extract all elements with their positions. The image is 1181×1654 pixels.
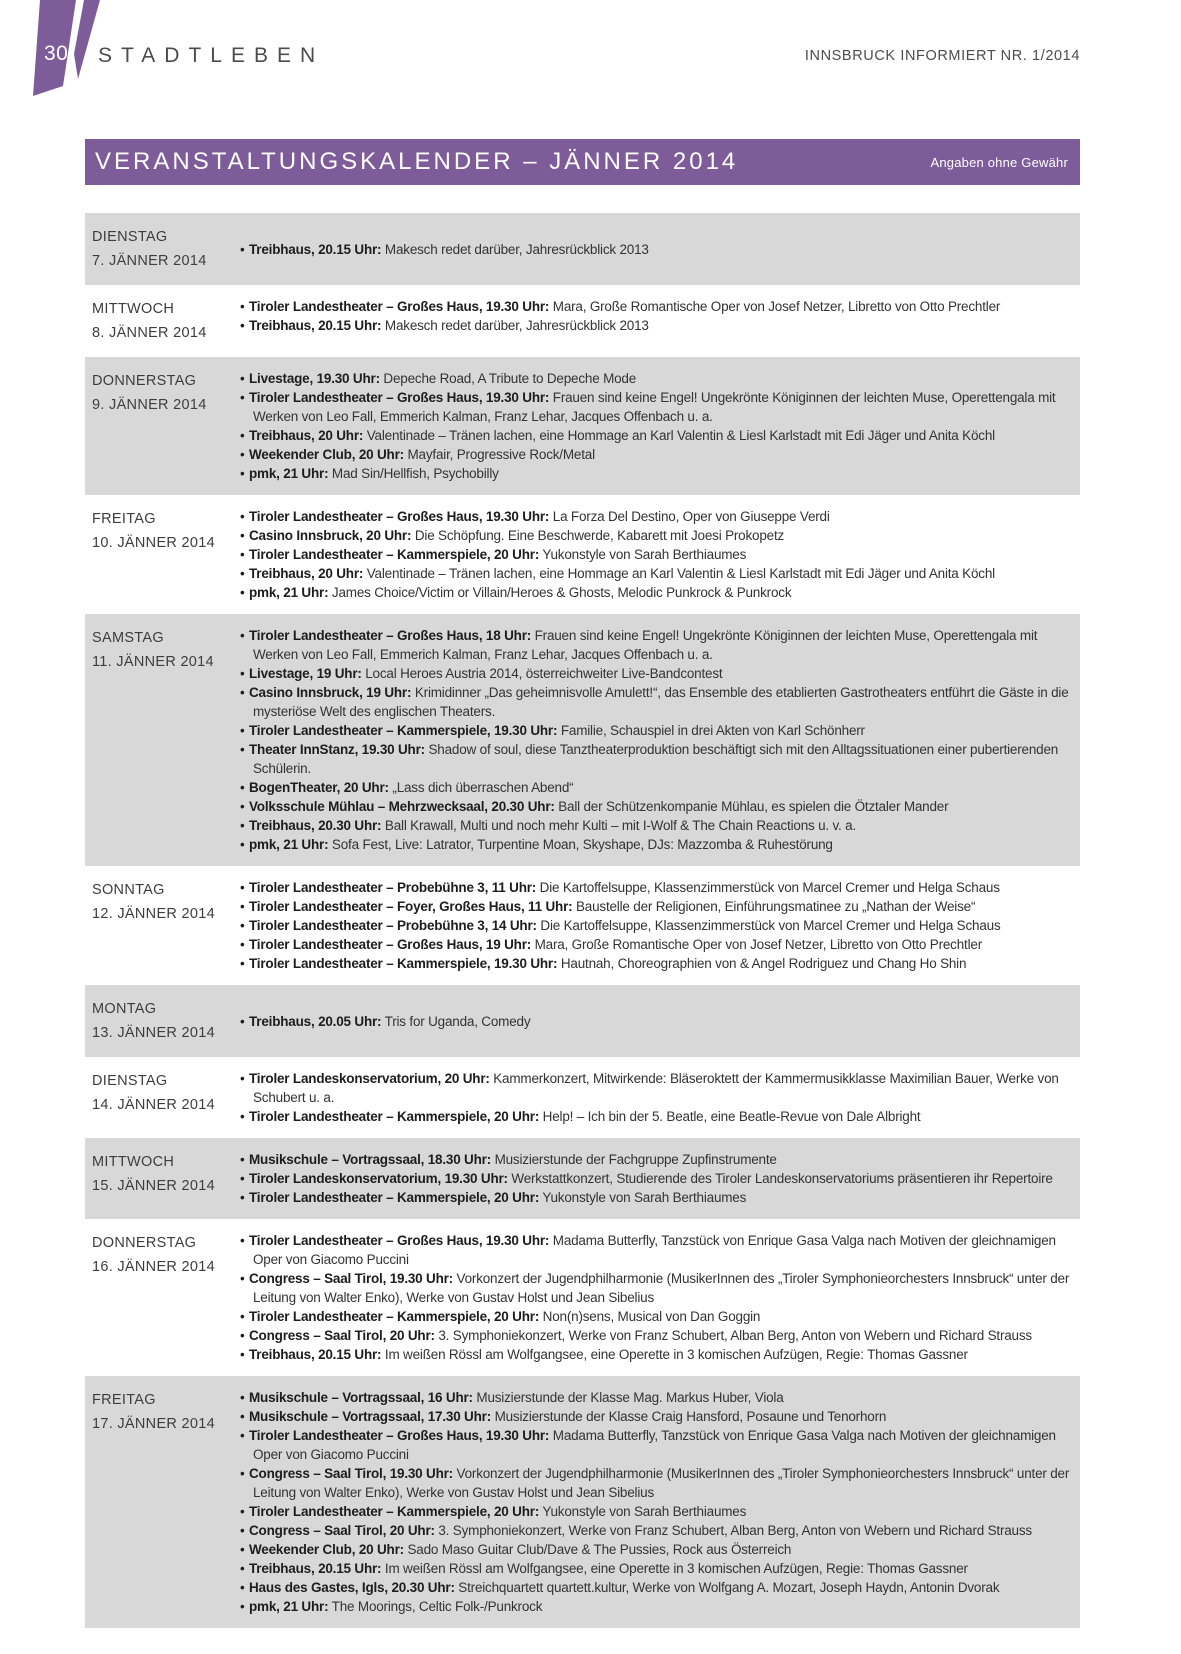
event-description: Die Kartoffelsuppe, Klassenzimmerstück von Marcel Cremer und Helga Schaus: [536, 918, 1001, 933]
event-venue-time: Tiroler Landestheater – Großes Haus, 19.30 Uhr:: [249, 509, 550, 524]
day-name: DONNERSTAG: [92, 1235, 197, 1251]
day-column: [85, 997, 240, 1045]
bullet-icon: •: [240, 799, 245, 814]
event-venue-time: Treibhaus, 20.15 Uhr:: [249, 241, 382, 257]
page-number: 30: [44, 42, 69, 65]
day-name: DIENSTAG: [92, 1073, 168, 1089]
event-venue-time: Tiroler Landestheater – Großes Haus, 19.30 Uhr:: [249, 390, 550, 405]
day-name: FREITAG: [92, 1392, 156, 1408]
bullet-icon: •: [240, 547, 245, 562]
bullet-icon: •: [240, 428, 245, 443]
event-description: Mara, Große Romantische Oper von Josef Netzer, Libretto von Otto Prechtler: [549, 299, 1001, 314]
event-item: [240, 1069, 1074, 1107]
event-item: [240, 683, 1074, 721]
event-list: [240, 507, 1080, 602]
day-column: [85, 1388, 240, 1436]
issue-label: INNSBRUCK INFORMIERT NR. 1/2014: [804, 48, 1080, 64]
event-description: Frauen sind keine Engel! Ungekrönte Königinnen der leichten Muse, Operettengala mit Werken von Leo Fall, Emmerich Kalman, Franz Lehar, Jacques Offenbach u. a.: [253, 390, 1056, 424]
event-item: [240, 1597, 1074, 1616]
event-venue-time: Tiroler Landestheater – Kammerspiele, 19.30 Uhr:: [249, 956, 558, 971]
event-description: Non(n)sens, Musical von Dan Goggin: [539, 1309, 761, 1324]
event-description: Local Heroes Austria 2014, österreichweiter Live-Bandcontest: [361, 666, 723, 681]
bullet-icon: •: [240, 318, 245, 333]
event-item: [240, 1407, 1074, 1426]
event-description: Ball Krawall, Multi und noch mehr Kulti – mit I-Wolf & The Chain Reactions u. v. a.: [381, 818, 857, 833]
bullet-icon: •: [240, 299, 245, 314]
event-item: [240, 916, 1074, 935]
day-name: SAMSTAG: [92, 630, 164, 646]
bullet-icon: •: [240, 1171, 245, 1186]
event-item: [240, 1307, 1074, 1326]
event-venue-time: Tiroler Landestheater – Kammerspiele, 20 Uhr:: [249, 1504, 540, 1519]
event-description: Madama Butterfly, Tanzstück von Enrique Gasa Valga nach Motiven der gleichnamigen Oper von Giacomo Puccini: [253, 1428, 1056, 1462]
event-description: 3. Symphoniekonzert, Werke von Franz Schubert, Alban Berg, Anton von Webern und Richard Strauss: [434, 1523, 1032, 1538]
day-date: 15. JÄNNER 2014: [92, 1178, 215, 1194]
event-venue-time: Weekender Club, 20 Uhr:: [249, 1542, 404, 1557]
event-venue-time: pmk, 21 Uhr:: [249, 837, 329, 852]
event-venue-time: Tiroler Landestheater – Kammerspiele, 20 Uhr:: [249, 1190, 540, 1205]
day-name: DIENSTAG: [92, 229, 168, 245]
event-description: Sofa Fest, Live: Latrator, Turpentine Moan, Skyshape, DJs: Mazzomba & Ruhestörung: [328, 837, 833, 852]
day-date: 17. JÄNNER 2014: [92, 1416, 215, 1432]
bullet-icon: •: [240, 1271, 245, 1286]
event-description: Vorkonzert der Jugendphilharmonie (MusikerInnen des „Tiroler Symphonieorchesters Innsbruck“ unter der Leitung von Walter Enko), Werke von Gustav Holst und Jean Sibelius: [253, 1271, 1070, 1305]
event-item: [240, 1464, 1074, 1502]
event-item: [240, 1012, 1074, 1031]
bullet-icon: •: [240, 628, 245, 643]
event-item: [240, 1540, 1074, 1559]
event-description: Help! – Ich bin der 5. Beatle, eine Beatle-Revue von Dale Albright: [539, 1109, 921, 1124]
event-description: Mara, Große Romantische Oper von Josef Netzer, Libretto von Otto Prechtler: [531, 937, 982, 952]
event-description: The Moorings, Celtic Folk-/Punkrock: [328, 1599, 543, 1614]
event-item: [240, 897, 1074, 916]
event-venue-time: Congress – Saal Tirol, 20 Uhr:: [249, 1328, 435, 1343]
bullet-icon: •: [240, 1190, 245, 1205]
event-description: La Forza Del Destino, Oper von Giuseppe Verdi: [549, 509, 830, 524]
event-venue-time: Treibhaus, 20.30 Uhr:: [249, 818, 382, 833]
event-description: Tris for Uganda, Comedy: [381, 1013, 531, 1029]
event-venue-time: pmk, 21 Uhr:: [249, 585, 329, 600]
event-description: Die Kartoffelsuppe, Klassenzimmerstück von Marcel Cremer und Helga Schaus: [536, 880, 1000, 895]
day-name: DONNERSTAG: [92, 373, 197, 389]
event-list: [240, 1150, 1080, 1207]
event-venue-time: Tiroler Landestheater – Großes Haus, 18 Uhr:: [249, 628, 532, 643]
day-row: [85, 614, 1080, 866]
bullet-icon: •: [240, 918, 245, 933]
event-description: Mayfair, Progressive Rock/Metal: [403, 447, 595, 462]
event-item: [240, 835, 1074, 854]
event-item: [240, 1559, 1074, 1578]
event-description: Musizierstunde der Fachgruppe Zupfinstrumente: [491, 1152, 777, 1167]
day-date: 8. JÄNNER 2014: [92, 325, 207, 341]
day-row: [85, 1138, 1080, 1219]
day-column: [85, 369, 240, 417]
day-row: [85, 1219, 1080, 1376]
event-item: [240, 1269, 1074, 1307]
event-item: [240, 1426, 1074, 1464]
event-description: Kammerkonzert, Mitwirkende: Bläseroktett der Kammermusikklasse Maximilian Bauer, Werke von Schubert u. a.: [253, 1071, 1059, 1105]
bullet-icon: •: [240, 685, 245, 700]
event-item: [240, 1169, 1074, 1188]
event-list: [240, 369, 1080, 483]
event-item: [240, 1578, 1074, 1597]
event-venue-time: Treibhaus, 20.15 Uhr:: [249, 1347, 382, 1362]
event-item: [240, 626, 1074, 664]
event-description: Sado Maso Guitar Club/Dave & The Pussies, Rock aus Österreich: [403, 1542, 792, 1557]
bullet-icon: •: [240, 1013, 245, 1029]
day-date: 11. JÄNNER 2014: [92, 654, 214, 670]
event-venue-time: Treibhaus, 20.15 Uhr:: [249, 1561, 382, 1576]
bullet-icon: •: [240, 1390, 245, 1405]
event-venue-time: Tiroler Landestheater – Foyer, Großes Haus, 11 Uhr:: [249, 899, 573, 914]
event-item: [240, 1188, 1074, 1207]
event-item: [240, 426, 1074, 445]
banner-note: Angaben ohne Gewähr: [930, 154, 1068, 170]
event-venue-time: pmk, 21 Uhr:: [249, 1599, 329, 1614]
event-venue-time: Tiroler Landestheater – Großes Haus, 19.30 Uhr:: [249, 1428, 550, 1443]
event-item: [240, 316, 1074, 335]
bullet-icon: •: [240, 1328, 245, 1343]
day-date: 7. JÄNNER 2014: [92, 253, 207, 269]
event-venue-time: Congress – Saal Tirol, 20 Uhr:: [249, 1523, 435, 1538]
day-date: 16. JÄNNER 2014: [92, 1259, 215, 1275]
event-venue-time: Tiroler Landestheater – Kammerspiele, 20 Uhr:: [249, 1109, 540, 1124]
bullet-icon: •: [240, 585, 245, 600]
bullet-icon: •: [240, 241, 245, 257]
event-description: Depeche Road, A Tribute to Depeche Mode: [379, 371, 637, 386]
event-item: [240, 240, 1074, 259]
day-date: 9. JÄNNER 2014: [92, 397, 207, 413]
event-item: [240, 954, 1074, 973]
event-venue-time: pmk, 21 Uhr:: [249, 466, 329, 481]
event-description: Musizierstunde der Klasse Craig Hansford, Posaune und Tenorhorn: [491, 1409, 887, 1424]
event-description: Werkstattkonzert, Studierende des Tiroler Landeskonservatoriums präsentieren ihr Repertoire: [507, 1171, 1053, 1186]
bullet-icon: •: [240, 780, 245, 795]
event-item: [240, 778, 1074, 797]
day-row: [85, 495, 1080, 614]
event-item: [240, 369, 1074, 388]
bullet-icon: •: [240, 723, 245, 738]
event-venue-time: BogenTheater, 20 Uhr:: [249, 780, 389, 795]
bullet-icon: •: [240, 1409, 245, 1424]
event-list: [240, 1012, 1080, 1031]
event-description: Baustelle der Religionen, Einführungsmatinee zu „Nathan der Weise“: [572, 899, 976, 914]
event-item: [240, 1150, 1074, 1169]
event-venue-time: Treibhaus, 20.05 Uhr:: [249, 1013, 382, 1029]
day-column: [85, 1150, 240, 1198]
event-description: Im weißen Rössl am Wolfgangsee, eine Operette in 3 komischen Aufzügen, Regie: Thomas Gassner: [381, 1347, 968, 1362]
calendar-banner: [85, 139, 1080, 185]
bullet-icon: •: [240, 1428, 245, 1443]
event-description: Valentinade – Tränen lachen, eine Hommage an Karl Valentin & Liesl Karlstadt mit Edi Jäger und Anita Köchl: [363, 566, 995, 581]
event-description: Krimidinner „Das geheimnisvolle Amulett!“, das Ensemble des etablierten Gastrotheaters entführt die Gäste in die mysteriöse Welt des englischen Theaters.: [253, 685, 1069, 719]
event-description: James Choice/Victim or Villain/Heroes & Ghosts, Melodic Punkrock & Punkrock: [328, 585, 792, 600]
day-column: [85, 626, 240, 674]
event-description: Yukonstyle von Sarah Berthiaumes: [539, 1190, 747, 1205]
day-row: [85, 213, 1080, 285]
day-column: [85, 225, 240, 273]
event-list: [240, 240, 1080, 259]
event-venue-time: Tiroler Landestheater – Kammerspiele, 20 Uhr:: [249, 547, 540, 562]
bullet-icon: •: [240, 742, 245, 757]
event-item: [240, 797, 1074, 816]
event-description: Valentinade – Tränen lachen, eine Hommage an Karl Valentin & Liesl Karlstadt mit Edi Jäger und Anita Köchl: [363, 428, 995, 443]
event-venue-time: Congress – Saal Tirol, 19.30 Uhr:: [249, 1466, 453, 1481]
day-name: FREITAG: [92, 511, 156, 527]
day-column: [85, 507, 240, 555]
bullet-icon: •: [240, 566, 245, 581]
day-column: [85, 878, 240, 926]
event-description: Streichquartett quartett.kultur, Werke von Wolfgang A. Mozart, Joseph Haydn, Antonin Dvorak: [454, 1580, 1000, 1595]
event-description: Vorkonzert der Jugendphilharmonie (MusikerInnen des „Tiroler Symphonieorchesters Innsbruck“ unter der Leitung von Walter Enko), Werke von Gustav Holst und Jean Sibelius: [253, 1466, 1070, 1500]
bullet-icon: •: [240, 1309, 245, 1324]
bullet-icon: •: [240, 1152, 245, 1167]
bullet-icon: •: [240, 1071, 245, 1086]
day-row: [85, 357, 1080, 495]
day-row: [85, 866, 1080, 985]
event-venue-time: Musikschule – Vortragssaal, 16 Uhr:: [249, 1390, 473, 1405]
day-name: MITTWOCH: [92, 1154, 175, 1170]
bullet-icon: •: [240, 1347, 245, 1362]
bullet-icon: •: [240, 818, 245, 833]
day-date: 12. JÄNNER 2014: [92, 906, 215, 922]
event-venue-time: Treibhaus, 20 Uhr:: [249, 428, 364, 443]
day-row: [85, 1376, 1080, 1628]
event-item: [240, 935, 1074, 954]
day-date: 14. JÄNNER 2014: [92, 1097, 215, 1113]
event-item: [240, 545, 1074, 564]
event-description: Hautnah, Choreographien von & Angel Rodriguez und Chang Ho Shin: [557, 956, 967, 971]
event-venue-time: Tiroler Landestheater – Probebühne 3, 11 Uhr:: [249, 880, 537, 895]
event-item: [240, 1521, 1074, 1540]
day-row: [85, 285, 1080, 357]
event-venue-time: Musikschule – Vortragssaal, 17.30 Uhr:: [249, 1409, 492, 1424]
bullet-icon: •: [240, 1561, 245, 1576]
event-description: Yukonstyle von Sarah Berthiaumes: [539, 1504, 747, 1519]
event-venue-time: Tiroler Landestheater – Kammerspiele, 19.30 Uhr:: [249, 723, 558, 738]
day-name: MITTWOCH: [92, 301, 175, 317]
event-list: [240, 626, 1080, 854]
day-column: [85, 1069, 240, 1117]
event-venue-time: Congress – Saal Tirol, 19.30 Uhr:: [249, 1271, 453, 1286]
event-venue-time: Tiroler Landestheater – Kammerspiele, 20 Uhr:: [249, 1309, 540, 1324]
event-item: [240, 297, 1074, 316]
event-description: Makesch redet darüber, Jahresrückblick 2013: [381, 241, 649, 257]
event-item: [240, 740, 1074, 778]
event-description: Madama Butterfly, Tanzstück von Enrique Gasa Valga nach Motiven der gleichnamigen Oper von Giacomo Puccini: [253, 1233, 1056, 1267]
bullet-icon: •: [240, 528, 245, 543]
bullet-icon: •: [240, 1504, 245, 1519]
day-column: [85, 1231, 240, 1279]
event-venue-time: Tiroler Landestheater – Großes Haus, 19.30 Uhr:: [249, 299, 550, 314]
event-item: [240, 583, 1074, 602]
event-list: [240, 1069, 1080, 1126]
event-item: [240, 564, 1074, 583]
event-item: [240, 816, 1074, 835]
event-description: Familie, Schauspiel in drei Akten von Karl Schönherr: [557, 723, 865, 738]
bullet-icon: •: [240, 447, 245, 462]
section-title: STADTLEBEN: [98, 44, 325, 67]
event-description: Ball der Schützenkompanie Mühlau, es spielen die Ötztaler Mander: [554, 799, 949, 814]
event-item: [240, 664, 1074, 683]
event-item: [240, 1326, 1074, 1345]
event-item: [240, 1345, 1074, 1364]
event-description: Makesch redet darüber, Jahresrückblick 2013: [381, 318, 649, 333]
bullet-icon: •: [240, 1466, 245, 1481]
bullet-icon: •: [240, 937, 245, 952]
event-venue-time: Musikschule – Vortragssaal, 18.30 Uhr:: [249, 1152, 492, 1167]
event-description: Im weißen Rössl am Wolfgangsee, eine Operette in 3 komischen Aufzügen, Regie: Thomas Gassner: [381, 1561, 968, 1576]
event-item: [240, 1502, 1074, 1521]
bullet-icon: •: [240, 1233, 245, 1248]
bullet-icon: •: [240, 899, 245, 914]
bullet-icon: •: [240, 837, 245, 852]
event-description: Die Schöpfung. Eine Beschwerde, Kabarett mit Joesi Prokopetz: [411, 528, 785, 543]
day-name: SONNTAG: [92, 882, 165, 898]
bullet-icon: •: [240, 1109, 245, 1124]
event-venue-time: Treibhaus, 20.15 Uhr:: [249, 318, 382, 333]
event-description: Shadow of soul, diese Tanztheaterproduktion beschäftigt sich mit den Alltagssituationen einer pubertierenden Schülerin.: [253, 742, 1059, 776]
bullet-icon: •: [240, 466, 245, 481]
banner-title: VERANSTALTUNGSKALENDER – JÄNNER 2014: [95, 148, 739, 175]
event-venue-time: Livestage, 19.30 Uhr:: [249, 371, 380, 386]
bullet-icon: •: [240, 390, 245, 405]
event-venue-time: Volksschule Mühlau – Mehrzwecksaal, 20.30 Uhr:: [249, 799, 555, 814]
event-venue-time: Tiroler Landestheater – Großes Haus, 19.30 Uhr:: [249, 1233, 550, 1248]
event-venue-time: Treibhaus, 20 Uhr:: [249, 566, 364, 581]
day-row: [85, 1057, 1080, 1138]
event-venue-time: Casino Innsbruck, 20 Uhr:: [249, 528, 412, 543]
event-description: 3. Symphoniekonzert, Werke von Franz Schubert, Alban Berg, Anton von Webern und Richard Strauss: [434, 1328, 1032, 1343]
event-venue-time: Tiroler Landestheater – Großes Haus, 19 Uhr:: [249, 937, 532, 952]
day-date: 13. JÄNNER 2014: [92, 1025, 215, 1041]
event-item: [240, 464, 1074, 483]
event-list: [240, 297, 1080, 335]
event-list: [240, 1388, 1080, 1616]
event-item: [240, 507, 1074, 526]
event-item: [240, 1107, 1074, 1126]
bullet-icon: •: [240, 956, 245, 971]
event-venue-time: Tiroler Landeskonservatorium, 20 Uhr:: [249, 1071, 490, 1086]
events-calendar: [85, 213, 1080, 1628]
day-row: [85, 985, 1080, 1057]
bullet-icon: •: [240, 1580, 245, 1595]
event-description: Musizierstunde der Klasse Mag. Markus Huber, Viola: [472, 1390, 784, 1405]
event-list: [240, 878, 1080, 973]
event-venue-time: Casino Innsbruck, 19 Uhr:: [249, 685, 412, 700]
day-name: MONTAG: [92, 1001, 157, 1017]
day-column: [85, 297, 240, 345]
event-venue-time: Livestage, 19 Uhr:: [249, 666, 362, 681]
event-item: [240, 388, 1074, 426]
bullet-icon: •: [240, 1523, 245, 1538]
event-description: „Lass dich überraschen Abend“: [388, 780, 574, 795]
event-venue-time: Haus des Gastes, Igls, 20.30 Uhr:: [249, 1580, 455, 1595]
event-description: Mad Sin/Hellfish, Psychobilly: [328, 466, 499, 481]
event-venue-time: Tiroler Landeskonservatorium, 19.30 Uhr:: [249, 1171, 508, 1186]
bullet-icon: •: [240, 1599, 245, 1614]
event-item: [240, 1231, 1074, 1269]
bullet-icon: •: [240, 880, 245, 895]
event-venue-time: Tiroler Landestheater – Probebühne 3, 14 Uhr:: [249, 918, 537, 933]
event-item: [240, 721, 1074, 740]
event-description: Yukonstyle von Sarah Berthiaumes: [539, 547, 747, 562]
event-item: [240, 445, 1074, 464]
bullet-icon: •: [240, 666, 245, 681]
event-description: Frauen sind keine Engel! Ungekrönte Königinnen der leichten Muse, Operettengala mit Werken von Leo Fall, Emmerich Kalman, Franz Lehar, Jacques Offenbach u. a.: [253, 628, 1038, 662]
event-list: [240, 1231, 1080, 1364]
page-header: [0, 0, 1181, 120]
event-item: [240, 878, 1074, 897]
bullet-icon: •: [240, 371, 245, 386]
event-venue-time: Weekender Club, 20 Uhr:: [249, 447, 404, 462]
bullet-icon: •: [240, 509, 245, 524]
event-item: [240, 526, 1074, 545]
event-venue-time: Theater InnStanz, 19.30 Uhr:: [249, 742, 425, 757]
bullet-icon: •: [240, 1542, 245, 1557]
day-date: 10. JÄNNER 2014: [92, 535, 215, 551]
event-item: [240, 1388, 1074, 1407]
